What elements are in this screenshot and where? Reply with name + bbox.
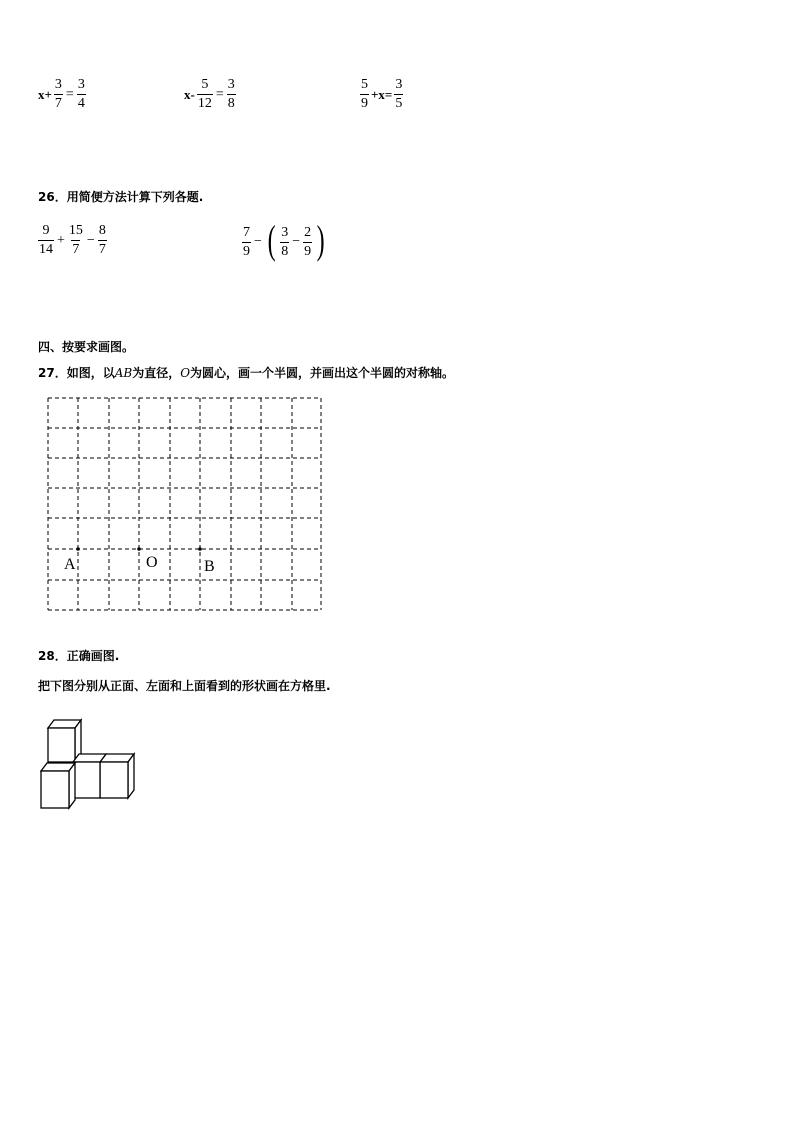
q27-prefix: 27．如图，以 xyxy=(38,366,115,380)
q28-instruction: 把下图分别从正面、左面和上面看到的形状画在方格里. xyxy=(38,679,331,693)
point-o-label: O xyxy=(146,554,158,571)
fraction: $\frac{3}{4}$ xyxy=(77,77,85,111)
fraction: $\frac{2}{9}$ xyxy=(304,224,312,259)
left-paren: ( xyxy=(267,217,276,262)
equals-sign: = xyxy=(215,86,224,102)
plus-sign: + xyxy=(57,232,65,248)
fraction: $\frac{5}{9}$ xyxy=(361,77,368,111)
section-heading: 四、按要求画图。 xyxy=(38,340,135,354)
point-a-dot xyxy=(76,547,80,551)
right-paren: ) xyxy=(316,217,325,262)
dashed-grid xyxy=(46,396,324,614)
q27-o: O xyxy=(180,366,191,380)
point-a-label: A xyxy=(64,556,76,573)
fraction: $\frac{3}{8}$ xyxy=(227,77,235,111)
point-b-label: B xyxy=(204,558,215,575)
equation-2-prefix: x- xyxy=(184,86,195,102)
minus-sign: − xyxy=(86,232,95,248)
point-o-dot xyxy=(137,547,141,551)
fraction: $\frac{15}{7}$ xyxy=(68,223,83,257)
q27-ab: AB xyxy=(114,366,133,380)
fraction: $\frac{3}{8}$ xyxy=(281,224,289,259)
q27-prompt xyxy=(38,364,454,381)
fraction: $\frac{9}{14}$ xyxy=(39,223,53,257)
q27-mid2: 为圆心，画一个半圆，并画出这个半圆的对称轴。 xyxy=(190,366,455,380)
fraction: $\frac{7}{9}$ xyxy=(243,224,250,259)
q27-mid1: 为直径， xyxy=(132,366,181,380)
q26-expression-2 xyxy=(242,217,327,262)
q28-title: 28．正确画图. xyxy=(38,649,120,663)
minus-sign: − xyxy=(292,234,301,249)
equation-2 xyxy=(184,78,236,111)
fraction: $\frac{5}{12}$ xyxy=(197,77,212,111)
point-b-dot xyxy=(198,547,202,551)
equation-3 xyxy=(360,78,403,111)
q26-title: 26．用简便方法计算下列各题. xyxy=(38,190,204,204)
fraction: $\frac{8}{7}$ xyxy=(98,223,106,257)
equation-1 xyxy=(38,78,86,111)
q26-expression-1 xyxy=(38,224,107,257)
equals-sign: = xyxy=(65,86,74,102)
minus-sign: − xyxy=(254,234,262,249)
equation-1-prefix: x+ xyxy=(38,86,52,102)
equation-3-mid: +x= xyxy=(371,86,393,102)
fraction: $\frac{3}{5}$ xyxy=(395,77,403,111)
fraction: $\frac{3}{7}$ xyxy=(54,77,62,111)
cube-stack-figure xyxy=(38,714,138,812)
